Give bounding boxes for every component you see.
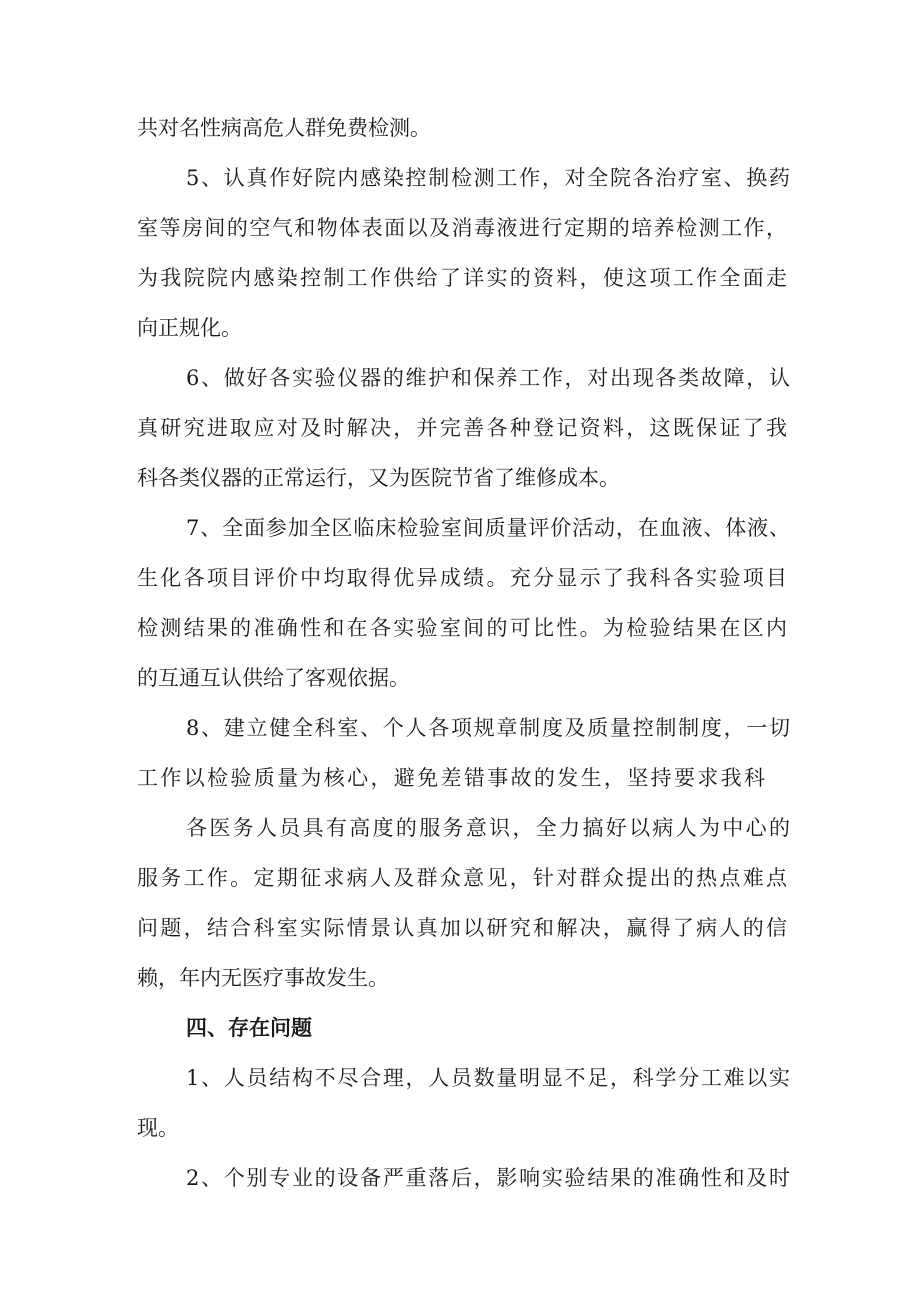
text-line: 1、人员结构不尽合理，人员数量明显不足，科学分工难以实: [186, 1066, 790, 1090]
text-line: 5、认真作好院内感染控制检测工作，对全院各治疗室、换药: [186, 166, 790, 190]
text-line: 各医务人员具有高度的服务意识，全力搞好以病人为中心的: [186, 816, 790, 840]
text-line: 6、做好各实验仪器的维护和保养工作，对出现各类故障，认: [186, 366, 790, 390]
text-line: 生化各项目评价中均取得优异成绩。充分显示了我科各实验项目: [137, 566, 787, 590]
text-line: 室等房间的空气和物体表面以及消毒液进行定期的培养检测工作，: [137, 216, 787, 240]
text-line: 工作以检验质量为核心，避免差错事故的发生，坚持要求我科: [137, 766, 765, 790]
section-heading: 四、存在问题: [186, 1016, 312, 1040]
text-line: 7、全面参加全区临床检验室间质量评价活动，在血液、体液、: [186, 516, 790, 540]
text-line: 现。: [137, 1116, 179, 1140]
text-line: 赖，年内无医疗事故发生。: [137, 966, 389, 990]
text-line: 共对名性病高危人群免费检测。: [137, 116, 431, 140]
text-line: 为我院院内感染控制工作供给了详实的资料，使这项工作全面走: [137, 266, 787, 290]
text-line: 服务工作。定期征求病人及群众意见，针对群众提出的热点难点: [137, 866, 787, 890]
text-line: 问题，结合科室实际情景认真加以研究和解决，赢得了病人的信: [137, 916, 787, 940]
text-line: 科各类仪器的正常运行，又为医院节省了维修成本。: [137, 466, 620, 490]
text-line: 真研究进取应对及时解决，并完善各种登记资料，这既保证了我: [137, 416, 787, 440]
text-line: 向正规化。: [137, 316, 242, 340]
text-line: 8、建立健全科室、个人各项规章制度及质量控制制度，一切: [186, 716, 790, 740]
text-line: 检测结果的准确性和在各实验室间的可比性。为检验结果在区内: [137, 616, 787, 640]
text-line: 的互通互认供给了客观依据。: [137, 666, 410, 690]
text-line: 2、个别专业的设备严重落后，影响实验结果的准确性和及时: [186, 1166, 790, 1190]
